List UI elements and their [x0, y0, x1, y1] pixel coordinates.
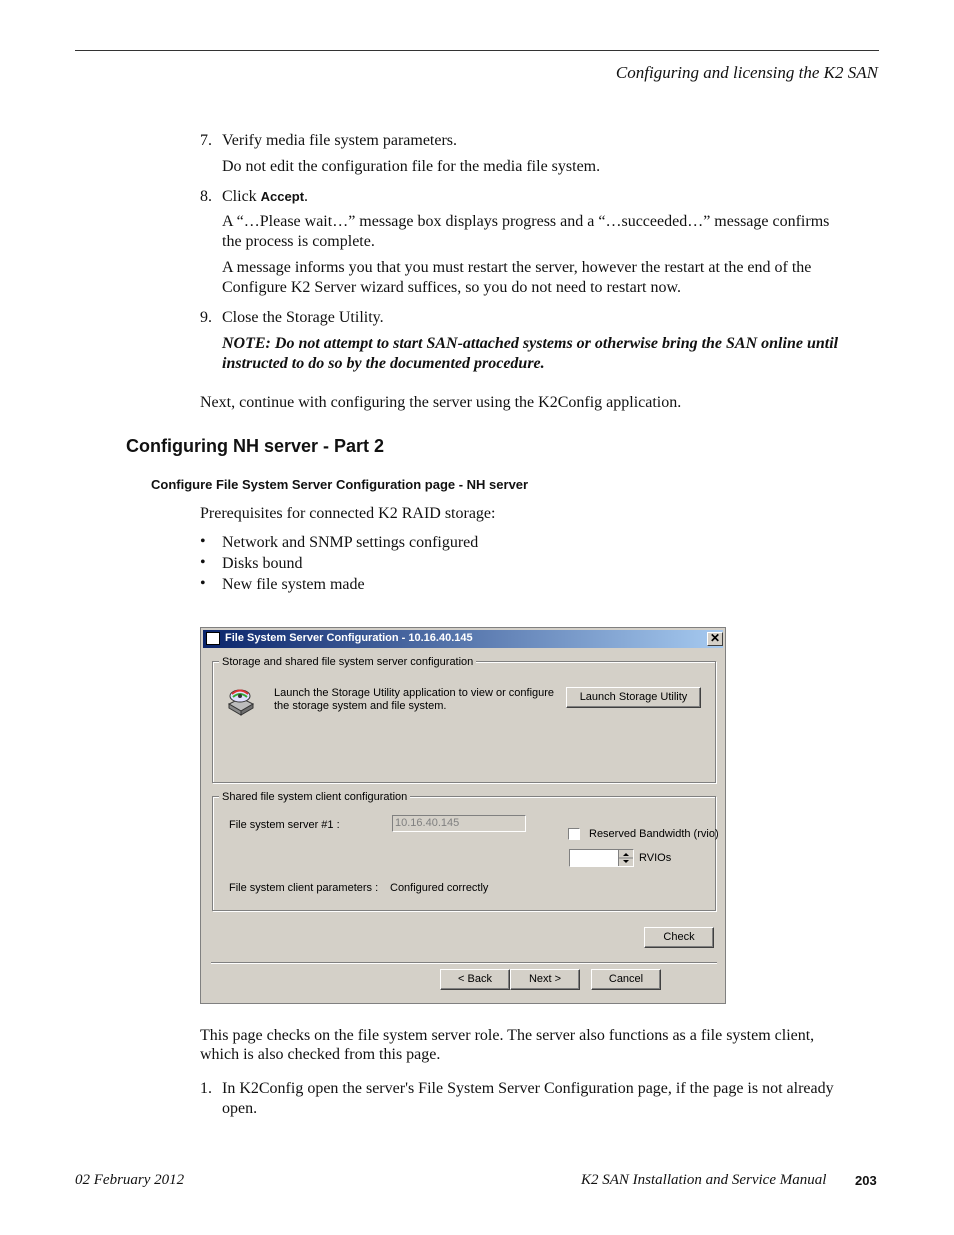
reserved-bandwidth-checkbox[interactable]	[568, 828, 580, 840]
step-detail: Do not edit the configuration file for the media file system.	[222, 158, 601, 175]
page-number: 203	[855, 1173, 877, 1188]
server-label: File system server #1 :	[229, 819, 340, 831]
list-item: New file system made	[222, 576, 365, 593]
note: instructed to do so by the documented procedure.	[222, 355, 545, 372]
close-icon[interactable]: ✕	[707, 632, 723, 646]
dialog-separator	[211, 962, 717, 964]
bullet: •	[200, 575, 206, 592]
file-system-server-dialog	[200, 627, 726, 1004]
paragraph: which is also checked from this page.	[200, 1046, 441, 1063]
launch-storage-utility-button[interactable]: Launch Storage Utility	[566, 687, 701, 708]
step-detail: Configure K2 Server wizard suffices, so you do not need to restart now.	[222, 279, 681, 296]
step-number: 9.	[200, 309, 212, 326]
step-text: Close the Storage Utility.	[222, 309, 384, 326]
group-legend: Shared file system client configuration	[219, 791, 410, 803]
list-item: Disks bound	[222, 555, 303, 572]
rvios-label: RVIOs	[639, 852, 672, 864]
reserved-bandwidth-label: Reserved Bandwidth (rvio)	[589, 828, 719, 840]
check-button[interactable]: Check	[644, 927, 714, 948]
client-params-label: File system client parameters :	[229, 882, 379, 894]
step-number: 8.	[200, 188, 212, 205]
bullet: •	[200, 533, 206, 550]
footer-date: 02 February 2012	[75, 1172, 185, 1188]
accept-keyword: Accept	[260, 189, 305, 204]
step-text: In K2Config open the server's File System Server Configuration page, if the page is not already	[222, 1080, 834, 1097]
cancel-button[interactable]: Cancel	[591, 969, 661, 990]
app-icon	[206, 632, 220, 645]
back-button[interactable]: < Back	[440, 969, 510, 990]
server-address-field[interactable]: 10.16.40.145	[392, 815, 526, 832]
next-button[interactable]: Next >	[510, 969, 580, 990]
group-legend: Storage and shared file system server configuration	[219, 656, 476, 668]
group1-description: Launch the Storage Utility application to view or configure	[274, 687, 555, 699]
step-text: Click Accept.	[222, 188, 309, 205]
footer-manual-title: K2 SAN Installation and Service Manual	[581, 1172, 827, 1188]
client-params-value: Configured correctly	[390, 882, 489, 894]
group1-description: the storage system and file system.	[274, 700, 447, 712]
subsection-heading: Configure File System Server Configuration page - NH server	[151, 477, 529, 492]
step-detail: the process is complete.	[222, 233, 375, 250]
running-header: Configuring and licensing the K2 SAN	[615, 63, 878, 82]
list-item: Network and SNMP settings configured	[222, 534, 479, 551]
section-heading: Configuring NH server - Part 2	[126, 436, 385, 456]
step-text: Verify media file system parameters.	[222, 132, 458, 149]
header-rule	[75, 50, 879, 51]
prereq-intro: Prerequisites for connected K2 RAID storage:	[200, 505, 496, 522]
paragraph: Next, continue with configuring the server using the K2Config application.	[200, 394, 682, 411]
step-text: open.	[222, 1100, 258, 1117]
step-detail: A message informs you that you must restart the server, however the restart at the end of the	[222, 259, 812, 276]
step-detail: A “…Please wait…” message box displays progress and a “…succeeded…” message confirms	[222, 213, 830, 230]
bullet: •	[200, 554, 206, 571]
note: NOTE: Do not attempt to start SAN-attached systems or otherwise bring the SAN online until	[222, 335, 839, 352]
step-number: 1.	[200, 1080, 212, 1097]
spinner-arrows-icon[interactable]	[618, 850, 633, 866]
storage-config-group	[212, 661, 716, 783]
rvios-stepper[interactable]	[569, 849, 634, 867]
dialog-title: File System Server Configuration - 10.16.40.145	[225, 632, 473, 644]
dialog-titlebar	[203, 630, 723, 648]
storage-disk-icon	[225, 684, 257, 716]
step-number: 7.	[200, 132, 212, 149]
paragraph: This page checks on the file system server role. The server also functions as a file system client,	[200, 1027, 815, 1044]
